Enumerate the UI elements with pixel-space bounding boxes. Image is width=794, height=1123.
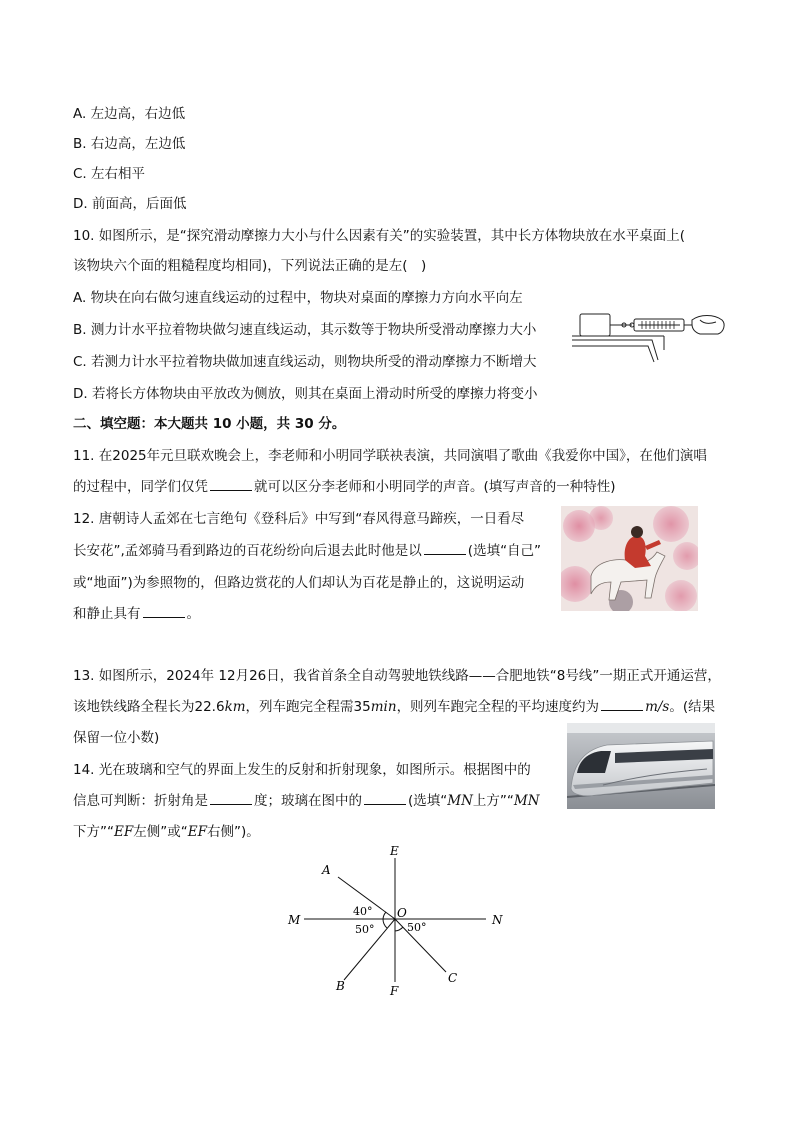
q11-line1: 11. 在2025年元旦联欢晚会上，李老师和小明同学联袂表演，共同演唱了歌曲《我爱你中国》，在他们演唱 (73, 448, 707, 464)
q12-line3: 或“地面”)为参照物的，但路边赏花的人们却认为百花是静止的，这说明运动 (73, 575, 525, 591)
label-c: C (448, 971, 458, 985)
q12-text-b: (选填“自己” (467, 543, 542, 559)
q14-text-a: 信息可判断：折射角是 (73, 793, 208, 809)
friction-apparatus-figure (568, 300, 728, 364)
q14-ef-2: EF (187, 824, 207, 840)
q12-text-a: 长安花”,孟郊骑马看到路边的百花纷纷向后退去此时他是以 (73, 543, 422, 559)
q13-unit-min: min (370, 699, 397, 715)
q12-answer-blank-2[interactable] (143, 605, 185, 618)
q11-text-b: 就可以区分李老师和小明同学的声音。(填写声音的一种特性) (254, 479, 616, 495)
q10-option-d: D. 若将长方体物块由平放改为侧放，则其在桌面上滑动时所受的摩擦力将变小 (73, 386, 538, 402)
q14-text-d: 上方”“ (472, 793, 514, 809)
option-b-prev: B. 右边高，左边低 (73, 136, 186, 152)
q13-line1: 13. 如图所示，2024年 12月26日，我省首条全自动驾驶地铁线路——合肥地铁“8号线”一期正式开通运营， (73, 668, 721, 684)
label-a: A (322, 863, 331, 877)
q14-text-f: 左侧”或“ (133, 824, 188, 840)
q13-unit-ms: m/s (645, 699, 670, 715)
q13-line2 (73, 697, 715, 717)
q13-text-d: 。(结果 (669, 699, 716, 715)
q14-line1: 14. 光在玻璃和空气的界面上发生的反射和折射现象，如图所示。根据图中的 (73, 762, 531, 778)
q12-text-c: 和静止具有 (73, 606, 141, 622)
label-e: E (390, 844, 399, 858)
q12-line2 (73, 541, 541, 561)
q13-text-b: ，列车跑完全程需35 (245, 699, 371, 715)
q10-option-a: A. 物块在向右做匀速直线运动的过程中，物块对桌面的摩擦力方向水平向左 (73, 290, 523, 306)
q14-line3 (73, 822, 260, 842)
q14-ef-1: EF (114, 824, 134, 840)
q12-line1: 12. 唐朝诗人孟郊在七言绝句《登科后》中写到“春风得意马蹄疾，一日看尽 (73, 511, 525, 527)
q13-line3: 保留一位小数) (73, 730, 160, 746)
q13-answer-blank[interactable] (601, 698, 643, 711)
horse-rider-painting (561, 506, 698, 611)
angle-label-50-right: 50° (407, 921, 427, 934)
q11-answer-blank[interactable] (210, 478, 252, 491)
label-o: O (397, 906, 407, 920)
option-a-prev: A. 左边高，右边低 (73, 106, 186, 122)
q13-unit-km: km (224, 699, 246, 715)
section-title: 二、填空题：本大题共 10 小题，共 30 分。 (73, 416, 346, 432)
q10-stem-line1: 10. 如图所示，是“探究滑动摩擦力大小与什么因素有关”的实验装置，其中长方体物块放在水平桌面上( (73, 228, 686, 244)
q14-text-c: (选填“ (408, 793, 448, 809)
label-f: F (390, 984, 399, 998)
light-refraction-diagram (280, 840, 520, 1000)
option-d-prev: D. 前面高，后面低 (73, 196, 187, 212)
q14-text-g: 右侧”)。 (206, 824, 260, 840)
q11-text-a: 的过程中，同学们仅凭 (73, 479, 208, 495)
metro-train-photo (567, 723, 715, 809)
q14-mn-2: MN (513, 793, 540, 809)
q13-text-a: 该地铁线路全程长为22.6 (73, 699, 225, 715)
label-m: M (288, 913, 301, 927)
angle-label-40: 40° (353, 905, 373, 918)
q12-answer-blank-1[interactable] (424, 542, 466, 555)
label-n: N (492, 913, 503, 927)
q12-line4 (73, 604, 200, 624)
q14-text-e: 下方”“ (73, 824, 114, 840)
q14-text-b: 度；玻璃在图中的 (254, 793, 362, 809)
q10-option-c: C. 若测力计水平拉着物块做加速直线运动，则物块所受的滑动摩擦力不断增大 (73, 354, 537, 370)
q13-text-c: ，则列车跑完全程的平均速度约为 (396, 699, 600, 715)
angle-label-50-left: 50° (355, 923, 375, 936)
q14-mn-1: MN (447, 793, 473, 809)
label-b: B (336, 979, 345, 993)
q10-option-b: B. 测力计水平拉着物块做匀速直线运动，其示数等于物块所受滑动摩擦力大小 (73, 322, 537, 338)
option-c-prev: C. 左右相平 (73, 166, 146, 182)
q11-line2 (73, 477, 616, 497)
q14-answer-blank-2[interactable] (364, 792, 406, 805)
q10-stem-line2: 该物块六个面的粗糙程度均相同)，下列说法正确的是左( ) (73, 258, 427, 274)
q14-line2 (73, 791, 540, 811)
q12-text-d: 。 (186, 606, 200, 622)
q14-answer-blank-1[interactable] (210, 792, 252, 805)
